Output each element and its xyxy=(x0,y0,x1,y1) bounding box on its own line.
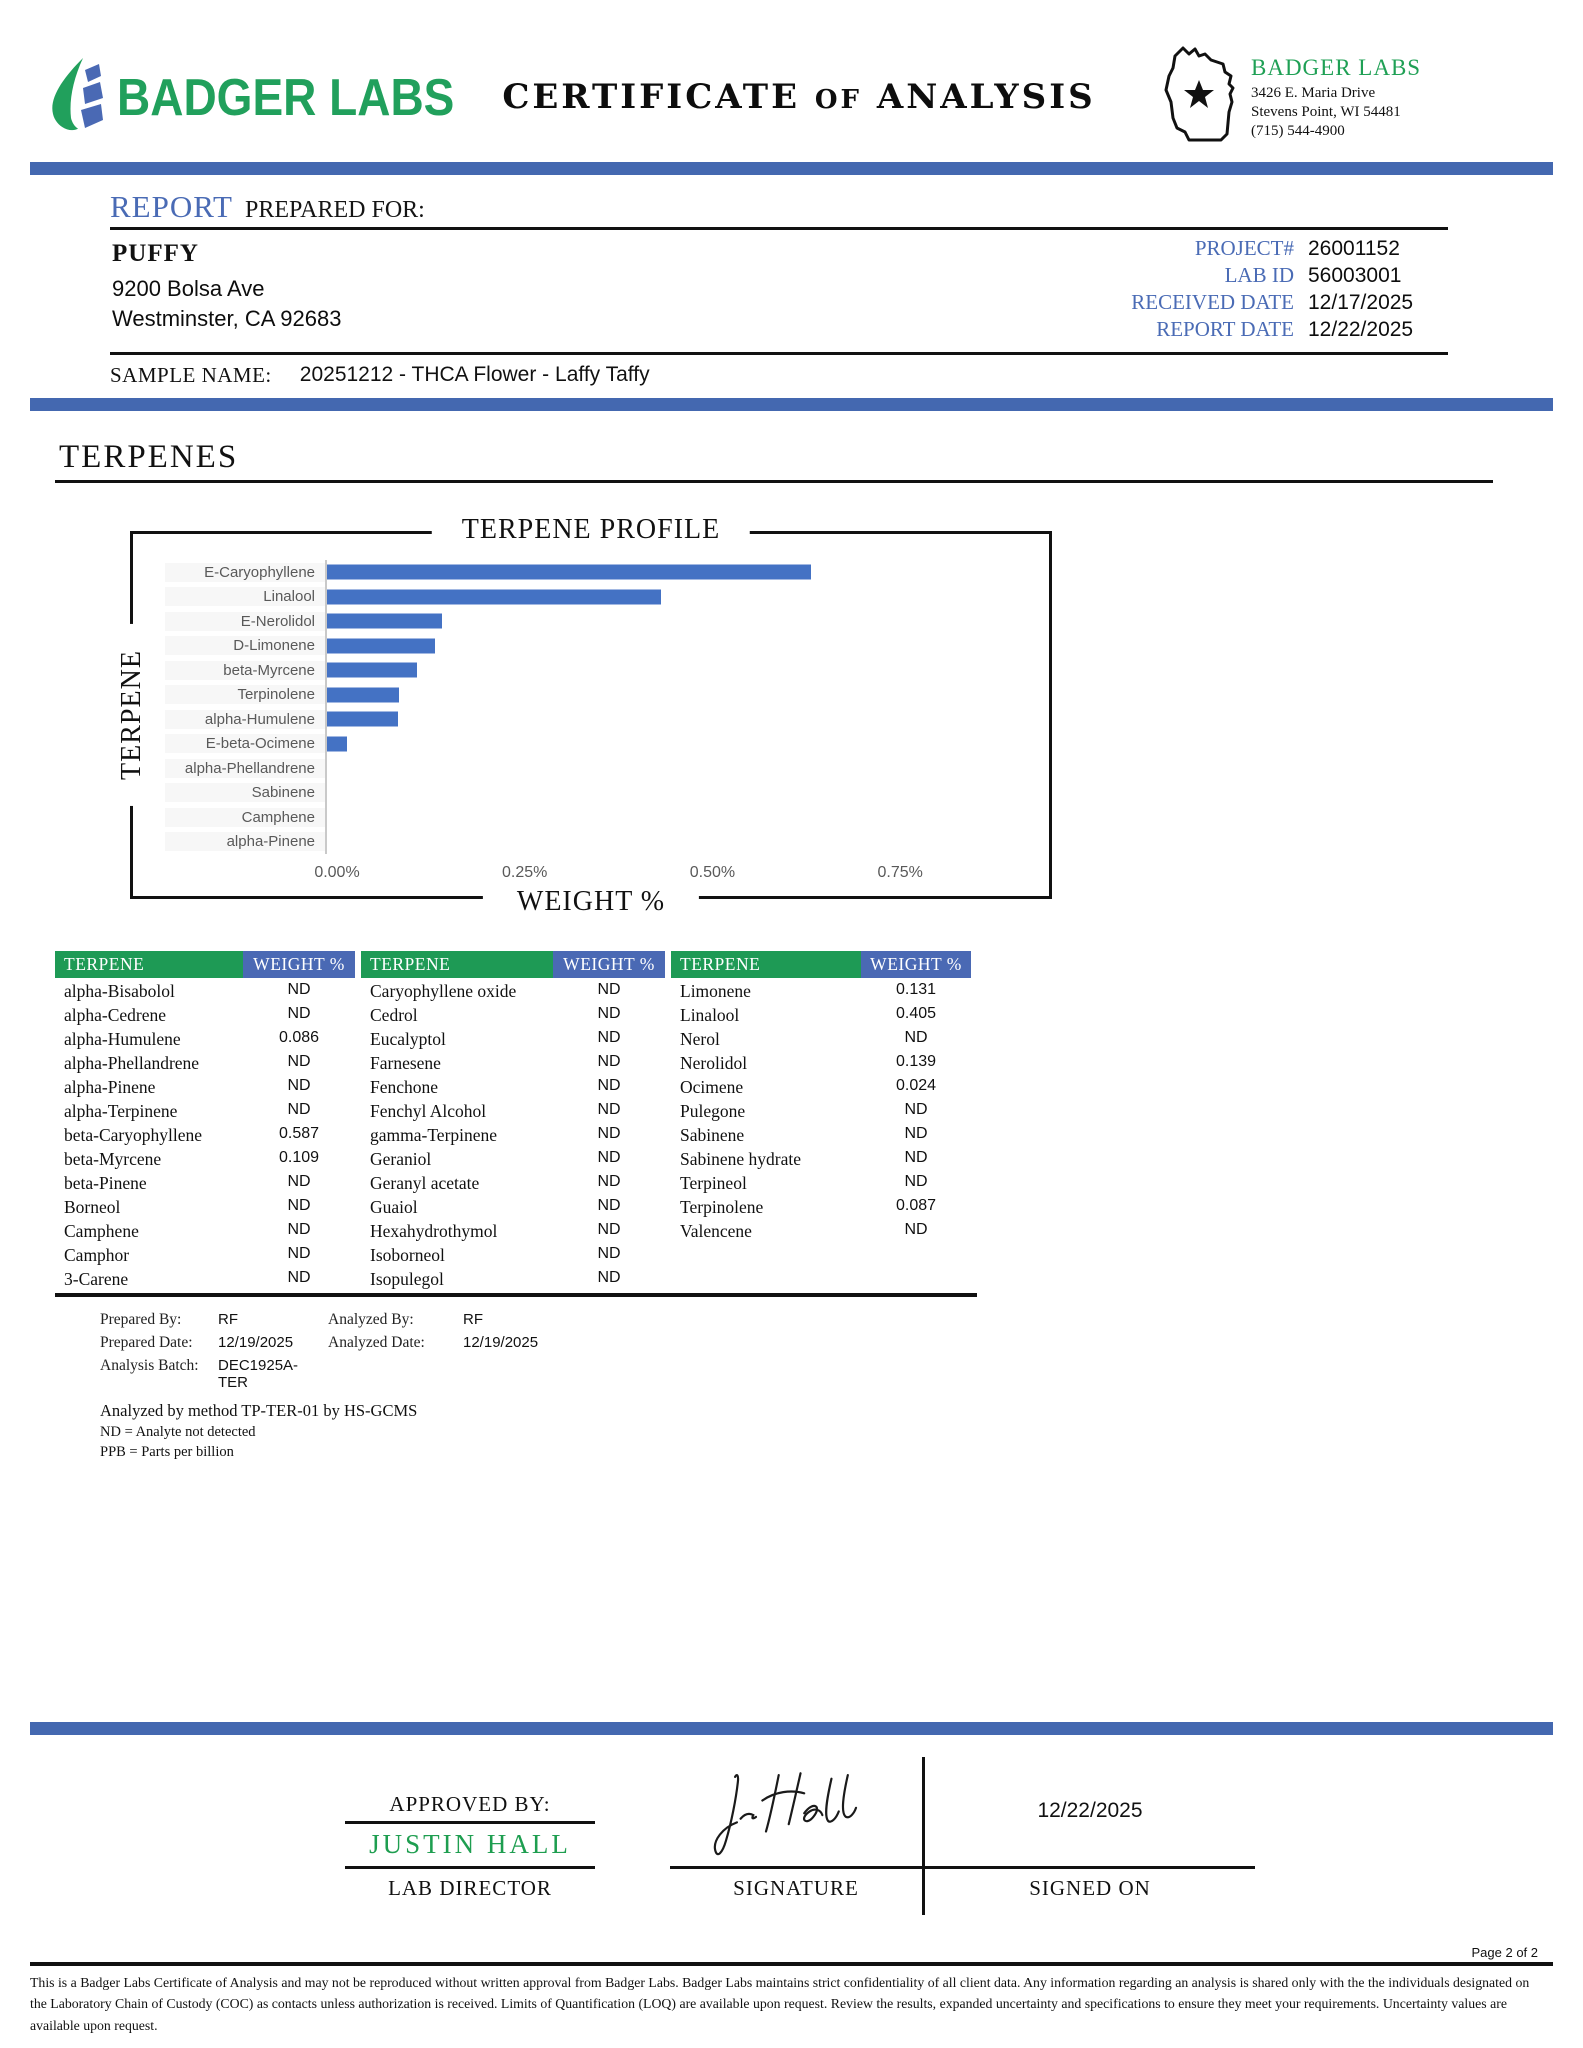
terpene-name-cell: Caryophyllene oxide xyxy=(370,980,517,1001)
signature-icon xyxy=(701,1766,891,1866)
terpene-name-cell: Sabinene hydrate xyxy=(680,1148,801,1169)
terpene-name-cell: beta-Myrcene xyxy=(64,1148,162,1169)
terpene-weight-cell: ND xyxy=(287,1220,311,1238)
chart-bar-area xyxy=(325,830,999,855)
bottom-region xyxy=(0,1722,1583,2036)
column-header-terpene: TERPENE xyxy=(361,951,553,978)
chart-bar xyxy=(327,565,811,580)
chart-rows xyxy=(165,560,999,854)
chart-x-tick-label: 0.25% xyxy=(502,864,548,881)
sample-name-row xyxy=(110,352,1448,388)
report-date-label: REPORT DATE xyxy=(1156,317,1294,341)
terpene-weight-cell: ND xyxy=(287,1244,311,1262)
terpene-weight-cell: 0.109 xyxy=(278,1148,320,1166)
column-header-weight: WEIGHT % xyxy=(861,951,971,978)
terpene-weight-cell: ND xyxy=(597,1028,621,1046)
chart-bar-area xyxy=(325,781,999,806)
column-header-terpene: TERPENE xyxy=(55,951,243,978)
chart-bar xyxy=(327,687,399,702)
analyzed-date-value: 12/19/2025 xyxy=(463,1334,539,1351)
chart-y-axis-label: TERPENE xyxy=(116,624,148,806)
sample-name-label: SAMPLE NAME: xyxy=(110,363,272,387)
terpene-table-body xyxy=(55,979,977,1291)
brand-logo xyxy=(45,56,455,139)
terpene-name-cell: beta-Pinene xyxy=(64,1172,147,1193)
terpene-name-cell xyxy=(671,1267,861,1291)
project-number-value: 26001152 xyxy=(1308,237,1400,260)
terpene-name-cell: Cedrol xyxy=(370,1004,418,1025)
terpene-name-cell: alpha-Cedrene xyxy=(64,1004,167,1025)
page-number: Page 2 of 2 xyxy=(1471,1944,1538,1960)
chart-bar-row xyxy=(165,781,999,806)
chart-category-label: Linalool xyxy=(165,587,325,606)
terpene-weight-cell: 0.405 xyxy=(895,1004,937,1022)
chart-bar xyxy=(327,736,347,751)
terpene-name-cell: gamma-Terpinene xyxy=(370,1124,498,1145)
chart-bar-row xyxy=(165,585,999,610)
client-block xyxy=(110,236,342,342)
approval-block xyxy=(345,1757,1583,1915)
terpene-name-cell: Sabinene xyxy=(680,1124,745,1145)
column-header-terpene: TERPENE xyxy=(671,951,861,978)
lab-id-value: 56003001 xyxy=(1308,264,1402,287)
chart-bar xyxy=(327,589,661,604)
chart-category-label: alpha-Humulene xyxy=(165,710,325,729)
title-certificate: CERTIFICATE xyxy=(502,77,801,117)
client-address-line2: Westminster, CA 92683 xyxy=(112,305,342,331)
terpene-name-cell: Eucalyptol xyxy=(370,1028,446,1049)
chart-bar-row xyxy=(165,609,999,634)
chart-bar-area xyxy=(325,732,999,757)
terpene-name-cell: Geranyl acetate xyxy=(370,1172,480,1193)
received-date-value: 12/17/2025 xyxy=(1308,291,1414,314)
terpene-weight-cell: 0.131 xyxy=(895,980,937,998)
analyzed-date-label: Analyzed Date: xyxy=(328,1334,425,1351)
terpene-weight-cell: ND xyxy=(597,1124,621,1142)
chart-bar-row xyxy=(165,634,999,659)
terpene-weight-cell: ND xyxy=(904,1028,928,1046)
method-note: Analyzed by method TP-TER-01 by HS-GCMS xyxy=(100,1401,418,1420)
terpene-name-cell: Linalool xyxy=(680,1004,740,1025)
title-of: OF xyxy=(814,85,862,115)
chart-x-tick-label: 0.75% xyxy=(877,864,923,881)
analyzed-by-value: RF xyxy=(463,1311,483,1328)
terpene-name-cell: Borneol xyxy=(64,1196,121,1217)
page-footer xyxy=(30,1945,1553,2036)
terpene-name-cell: Guaiol xyxy=(370,1196,418,1217)
chart-bar-row xyxy=(165,805,999,830)
signature-label: SIGNATURE xyxy=(733,1875,859,1900)
report-date-value: 12/22/2025 xyxy=(1308,318,1414,341)
terpene-name-cell: Limonene xyxy=(680,980,751,1001)
lab-phone: (715) 544-4900 xyxy=(1251,122,1345,139)
prepared-by-value: RF xyxy=(218,1311,238,1328)
lab-id-label: LAB ID xyxy=(1224,263,1294,287)
terpene-weight-cell: 0.087 xyxy=(895,1196,937,1214)
terpene-weight-cell: ND xyxy=(597,1244,621,1262)
terpene-weight-cell: ND xyxy=(597,1220,621,1238)
disclaimer-text: This is a Badger Labs Certificate of Analysis and may not be reproduced without written approval from Badger Labs. Badger Labs maintains strict confidentiality of all client data. Any information regarding an analysis is shared only with the the individuals designated on the Laboratory Chain of Custody (COC) as contacts unless authorization is received. Limits of Quantification (LOQ) are available upon request. Review the results, expanded uncertainty and specifications to ensure they meet your requirements. Uncertainty values are available upon request. xyxy=(30,1974,1530,2033)
terpene-name-cell: Ocimene xyxy=(680,1076,744,1097)
chart-category-label: E-beta-Ocimene xyxy=(165,734,325,753)
footer-rule xyxy=(30,1962,1553,1966)
terpene-weight-cell: ND xyxy=(287,980,311,998)
terpene-name-cell: Camphor xyxy=(64,1244,130,1265)
header xyxy=(0,0,1583,162)
terpene-weight-cell: ND xyxy=(597,1148,621,1166)
chart-category-label: Camphene xyxy=(165,808,325,827)
chart-bar-row xyxy=(165,683,999,708)
chart-bar-area xyxy=(325,756,999,781)
terpene-weight-cell xyxy=(861,1243,971,1267)
chart-bar-area xyxy=(325,658,999,683)
report-fields xyxy=(1131,236,1448,342)
terpene-name-cell: alpha-Pinene xyxy=(64,1076,156,1097)
prepared-by-label: Prepared By: xyxy=(100,1311,182,1328)
chart-bar-row xyxy=(165,560,999,585)
chart-bar-row xyxy=(165,732,999,757)
approved-by-label: APPROVED BY: xyxy=(345,1792,595,1824)
terpene-weight-cell: ND xyxy=(904,1220,928,1238)
chart-x-axis-label: WEIGHT % xyxy=(483,886,699,918)
terpene-weight-cell: ND xyxy=(287,1196,311,1214)
chart-xticks xyxy=(314,854,949,888)
lab-address-line2: Stevens Point, WI 54481 xyxy=(1251,104,1401,120)
ppb-definition-note: PPB = Parts per billion xyxy=(100,1443,234,1460)
terpene-name-cell: 3-Carene xyxy=(64,1268,129,1289)
terpene-name-cell: Farnesene xyxy=(370,1052,441,1073)
prepared-date-label: Prepared Date: xyxy=(100,1334,193,1351)
divider-bar-middle xyxy=(30,398,1553,411)
chart-category-label: Sabinene xyxy=(165,783,325,802)
chart-category-label: D-Limonene xyxy=(165,636,325,655)
chart-bar-area xyxy=(325,585,999,610)
wisconsin-map-icon xyxy=(1153,42,1243,152)
terpenes-section-title: TERPENES xyxy=(55,433,1493,483)
terpene-profile-chart xyxy=(116,514,1052,917)
signed-on-label: SIGNED ON xyxy=(1029,1875,1151,1900)
table-bottom-rule xyxy=(55,1293,977,1297)
chart-category-label: E-Nerolidol xyxy=(165,612,325,631)
chart-bar-row xyxy=(165,756,999,781)
terpene-weight-cell: ND xyxy=(904,1172,928,1190)
terpene-weight-cell: ND xyxy=(287,1172,311,1190)
analyzed-by-label: Analyzed By: xyxy=(328,1311,414,1328)
signed-on-date: 12/22/2025 xyxy=(925,1757,1255,1869)
terpene-weight-cell: ND xyxy=(597,1196,621,1214)
terpene-weight-cell: ND xyxy=(597,1172,621,1190)
terpene-name-cell: Fenchyl Alcohol xyxy=(370,1100,487,1121)
nd-definition-note: ND = Analyte not detected xyxy=(100,1424,256,1440)
column-header-weight: WEIGHT % xyxy=(553,951,665,978)
divider-bar-bottom xyxy=(30,1722,1553,1735)
chart-bar xyxy=(327,663,417,678)
terpene-weight-cell: ND xyxy=(904,1124,928,1142)
chart-bar xyxy=(327,712,398,727)
column-header-weight: WEIGHT % xyxy=(243,951,355,978)
chart-category-label: beta-Myrcene xyxy=(165,661,325,680)
lab-name: BADGER LABS xyxy=(1251,54,1422,80)
report-heading xyxy=(110,189,1448,230)
terpene-name-cell: Fenchone xyxy=(370,1076,439,1097)
terpene-name-cell: alpha-Humulene xyxy=(64,1028,181,1049)
terpene-weight-cell: ND xyxy=(597,1100,621,1118)
lab-address-line1: 3426 E. Maria Drive xyxy=(1251,85,1376,102)
chart-bar-area xyxy=(325,707,999,732)
prepared-for-label: PREPARED FOR: xyxy=(245,197,425,223)
prepared-date-value: 12/19/2025 xyxy=(218,1334,294,1351)
chart-bar xyxy=(327,638,435,653)
terpene-name-cell: alpha-Phellandrene xyxy=(64,1052,200,1073)
chart-x-tick-label: 0.00% xyxy=(314,864,360,881)
received-date-label: RECEIVED DATE xyxy=(1131,290,1294,314)
analysis-batch-label: Analysis Batch: xyxy=(100,1357,199,1374)
terpene-name-cell: Camphene xyxy=(64,1220,139,1241)
terpene-weight-cell: 0.139 xyxy=(895,1052,937,1070)
title-analysis: ANALYSIS xyxy=(876,77,1096,117)
terpene-weight-cell: ND xyxy=(597,1268,621,1286)
terpene-name-cell: alpha-Bisabolol xyxy=(64,980,175,1001)
terpene-weight-cell: 0.024 xyxy=(895,1076,937,1094)
terpene-name-cell: Nerolidol xyxy=(680,1052,748,1073)
document-title xyxy=(465,77,1133,117)
chart-bar-row xyxy=(165,830,999,855)
terpene-weight-cell: 0.086 xyxy=(278,1028,320,1046)
report-info-section xyxy=(110,189,1448,388)
chart-bar-area xyxy=(325,609,999,634)
chart-bar-area xyxy=(325,560,999,585)
approver-title: LAB DIRECTOR xyxy=(388,1875,552,1900)
chart-category-label: alpha-Phellandrene xyxy=(165,759,325,778)
chart-bar xyxy=(327,614,442,629)
signature-image xyxy=(670,1757,922,1869)
chart-bar-row xyxy=(165,707,999,732)
terpene-name-cell: Terpinolene xyxy=(680,1196,764,1217)
terpene-name-cell: Pulegone xyxy=(680,1100,746,1121)
terpene-weight-cell: ND xyxy=(597,1052,621,1070)
terpene-weight-cell: ND xyxy=(287,1076,311,1094)
terpene-results-table xyxy=(55,951,977,1297)
terpene-weight-cell: ND xyxy=(904,1100,928,1118)
terpene-weight-cell: ND xyxy=(904,1148,928,1166)
project-number-label: PROJECT# xyxy=(1194,236,1294,260)
terpene-name-cell: Isoborneol xyxy=(370,1244,445,1265)
terpene-name-cell: Valencene xyxy=(680,1220,752,1241)
terpene-name-cell: Terpineol xyxy=(680,1172,747,1193)
chart-bar-row xyxy=(165,658,999,683)
terpene-weight-cell: 0.587 xyxy=(278,1124,320,1142)
chart-category-label: alpha-Pinene xyxy=(165,832,325,851)
chart-bar-area xyxy=(325,805,999,830)
report-label: REPORT xyxy=(110,189,233,224)
leaf-logo-icon xyxy=(45,56,107,139)
terpene-weight-cell: ND xyxy=(287,1100,311,1118)
chart-category-label: E-Caryophyllene xyxy=(165,563,325,582)
terpene-weight-cell: ND xyxy=(597,1004,621,1022)
brand-wordmark: BADGER LABS xyxy=(117,67,455,127)
terpene-weight-cell xyxy=(861,1267,971,1291)
chart-x-tick-label: 0.50% xyxy=(689,864,736,881)
terpene-weight-cell: ND xyxy=(287,1268,311,1286)
sample-name-value: 20251212 - THCA Flower - Laffy Taffy xyxy=(299,363,650,386)
terpene-name-cell: Hexahydrothymol xyxy=(370,1220,498,1241)
terpene-name-cell xyxy=(671,1243,861,1267)
chart-category-label: Terpinolene xyxy=(165,685,325,704)
terpene-table-header xyxy=(55,951,977,979)
approver-name: JUSTIN HALL xyxy=(345,1824,595,1869)
analysis-batch-value: DEC1925A-TER xyxy=(218,1357,299,1391)
terpene-name-cell: Nerol xyxy=(680,1028,720,1049)
terpene-weight-cell: ND xyxy=(597,980,621,998)
chart-bar-area xyxy=(325,634,999,659)
divider-bar-top xyxy=(30,162,1553,175)
terpene-name-cell: Isopulegol xyxy=(370,1268,444,1289)
client-name: PUFFY xyxy=(112,240,199,267)
chart-bar-area xyxy=(325,683,999,708)
terpene-name-cell: Geraniol xyxy=(370,1148,432,1169)
terpene-name-cell: beta-Caryophyllene xyxy=(64,1124,203,1145)
terpene-weight-cell: ND xyxy=(597,1076,621,1094)
terpene-weight-cell: ND xyxy=(287,1004,311,1022)
lab-address-block xyxy=(1153,42,1543,152)
analysis-meta xyxy=(100,1311,1583,1462)
client-address-line1: 9200 Bolsa Ave xyxy=(112,276,265,301)
terpene-name-cell: alpha-Terpinene xyxy=(64,1100,178,1121)
chart-title: TERPENE PROFILE xyxy=(432,514,750,546)
terpene-weight-cell: ND xyxy=(287,1052,311,1070)
